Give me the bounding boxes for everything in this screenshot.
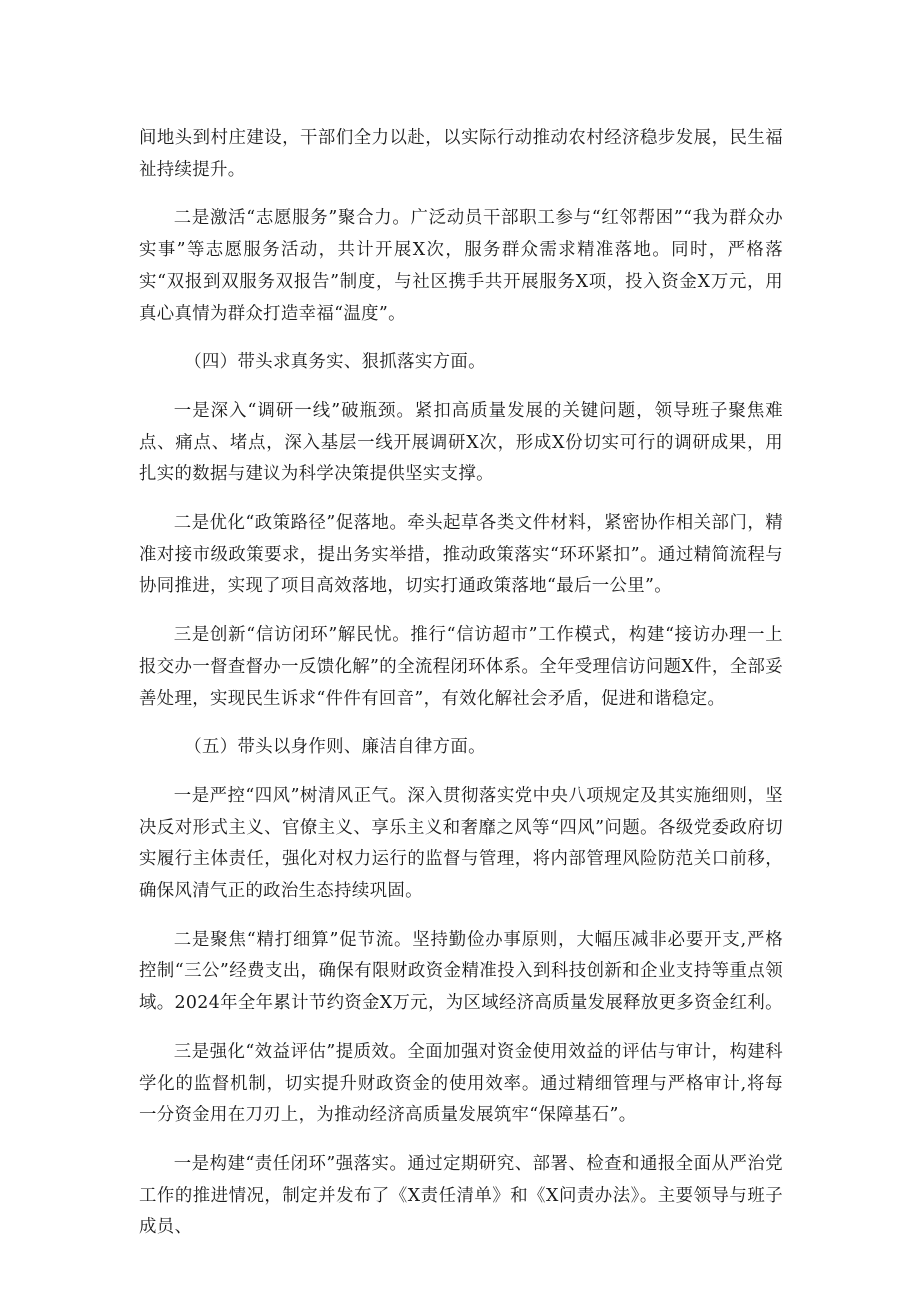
paragraph-responsibility-loop: 一是构建“责任闭环”强落实。通过定期研究、部署、检查和通报全面从严治党工作的推进情况，制定并发布了《X责任清单》和《X问责办法》。主要领导与班子成员、 bbox=[139, 1153, 783, 1238]
paragraph-petition-loop: 三是创新“信访闭环”解民忧。推行“信访超市”工作模式，构建“接访办理一上报交办一督查督办一反馈化解”的全流程闭环体系。全年受理信访问题X件，全部妥善处理，实现民生诉求“件件有回音”，有效化解社会矛盾，促进和谐稳定。 bbox=[139, 625, 783, 709]
section-heading-4: （四）带头求真务实、狠抓落实方面。 bbox=[184, 352, 486, 373]
paragraph-continuation: 间地头到村庄建设，干部们全力以赴，以实际行动推动农村经济稳步发展，民生福祉持续提升。 bbox=[139, 128, 783, 180]
document-body bbox=[139, 123, 783, 1261]
paragraph-research: 一是深入“调研一线”破瓶颈。紧扣高质量发展的关键问题，领导班子聚焦难点、痛点、堵点，深入基层一线开展调研X次，形成X份切实可行的调研成果，用扎实的数据与建议为科学决策提供坚实支撑。 bbox=[139, 400, 783, 485]
paragraph-four-winds: 一是严控“四风”树清风正气。深入贯彻落实党中央八项规定及其实施细则，坚决反对形式主义、官僚主义、享乐主义和奢靡之风等“四风”问题。各级党委政府切实履行主体责任，强化对权力运行的监督与管理，将内部管理风险防范关口前移，确保风清气正的政治生态持续巩固。 bbox=[139, 785, 783, 902]
paragraph-policy-path: 二是优化“政策路径”促落地。牵头起草各类文件材料，紧密协作相关部门，精准对接市级政策要求，提出务实举措，推动政策落实“环环紧扣”。通过精简流程与协同推进，实现了项目高效落地，切实打通政策落地“最后一公里”。 bbox=[139, 513, 783, 597]
section-heading-5: （五）带头以身作则、廉洁自律方面。 bbox=[184, 737, 486, 758]
paragraph-benefit-evaluation: 三是强化“效益评估”提质效。全面加强对资金使用效益的评估与审计，构建科学化的监督机制，切实提升财政资金的使用效率。通过精细管理与严格审计,将每一分资金用在刀刃上，为推动经济高质量发展筑牢“保障基石”。 bbox=[139, 1041, 783, 1126]
paragraph-budget-saving: 二是聚焦“精打细算”促节流。坚持勤俭办事原则，大幅压减非必要开支,严格控制“三公”经费支出，确保有限财政资金精准投入到科技创新和企业支持等重点领域。2024年全年累计节约资金X万元，为区域经济高质量发展释放更多资金红利。 bbox=[139, 929, 783, 1014]
paragraph-volunteer-service: 二是激活“志愿服务”聚合力。广泛动员干部职工参与“红邻帮困”“我为群众办实事”等志愿服务活动，共计开展X次，服务群众需求精准落地。同时，严格落实“双报到双服务双报告”制度，与社区携手共开展服务X项，投入资金X万元，用真心真情为群众打造幸福“温度”。 bbox=[139, 208, 783, 324]
